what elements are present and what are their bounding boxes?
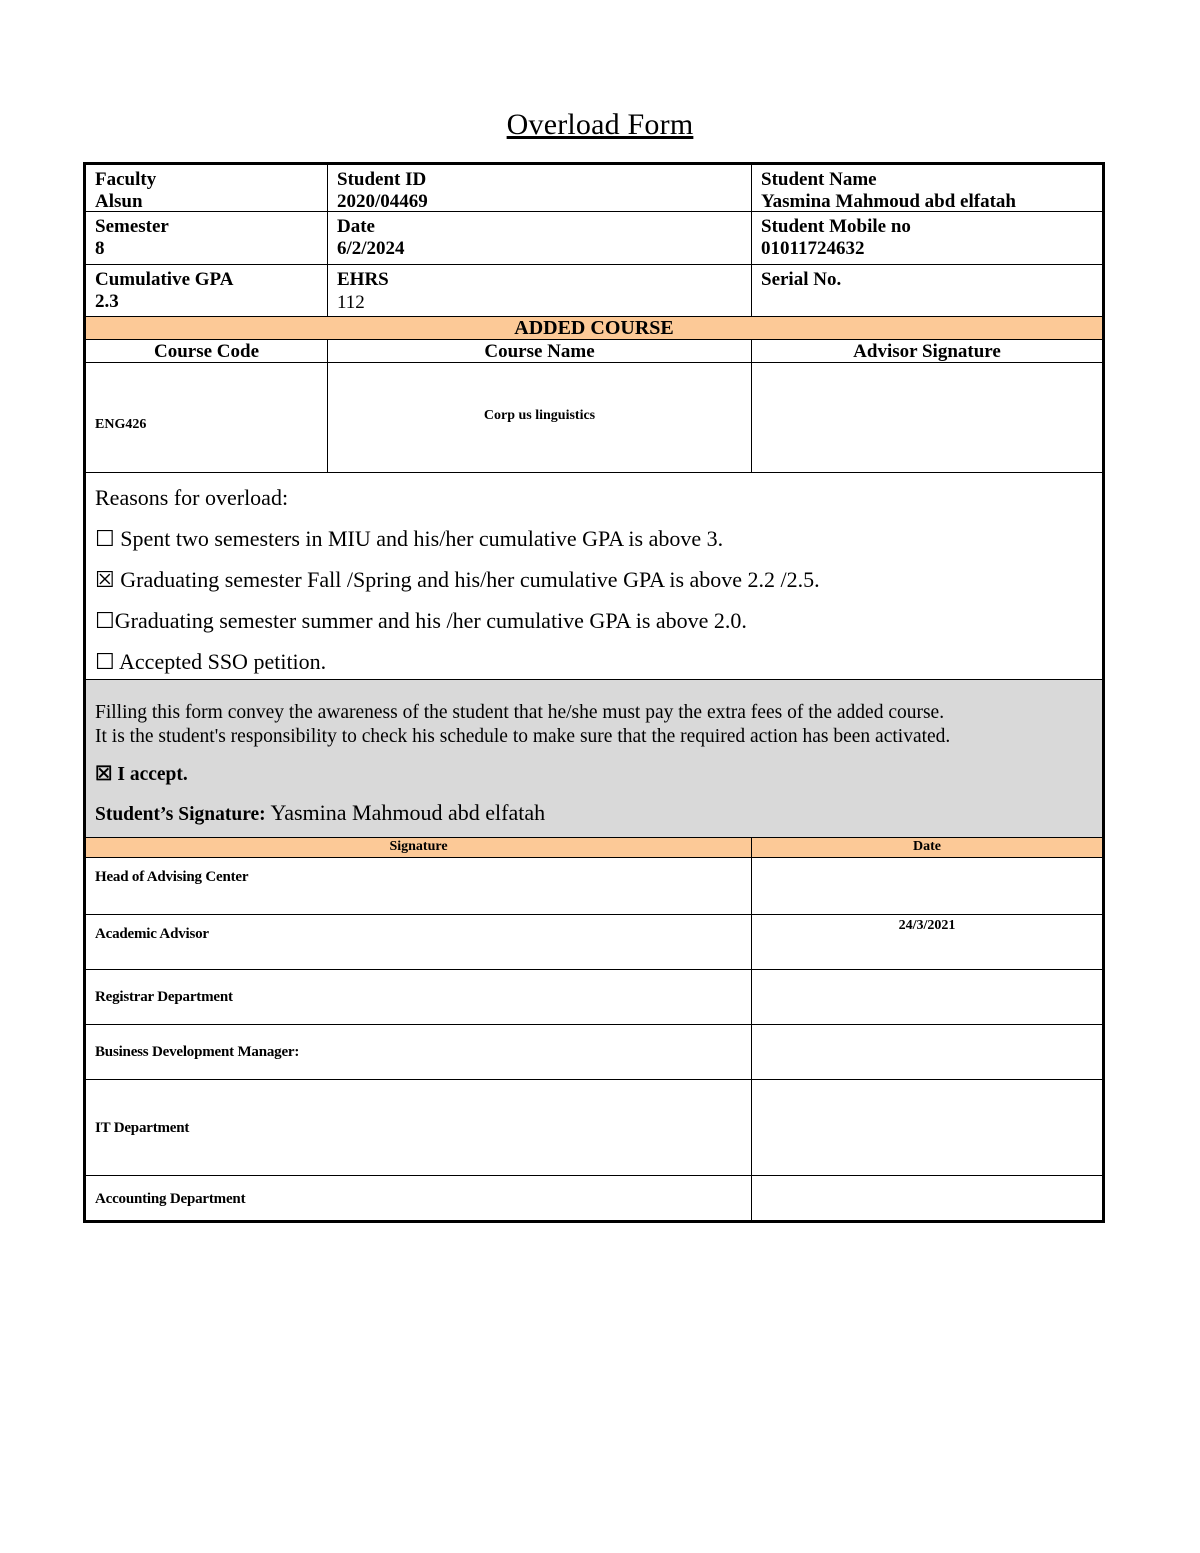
student-signature-value[interactable]: Yasmina Mahmoud abd elfatah bbox=[270, 800, 546, 825]
signature-row bbox=[86, 970, 1102, 1025]
student-name-cell bbox=[752, 165, 1102, 211]
accept-checkbox[interactable]: ☒ bbox=[95, 764, 113, 785]
faculty-value[interactable]: Alsun bbox=[95, 191, 143, 212]
reason-text: Graduating semester Fall /Spring and his/her cumulative GPA is above 2.2 /2.5. bbox=[120, 567, 820, 592]
gpa-label: Cumulative GPA bbox=[95, 269, 234, 290]
signature-row bbox=[86, 1025, 1102, 1080]
advisor-signature-header: Advisor Signature bbox=[853, 341, 1001, 362]
reason-checkbox[interactable]: ☐ bbox=[95, 526, 115, 551]
semester-value[interactable]: 8 bbox=[95, 238, 105, 259]
ehrs-label: EHRS bbox=[337, 269, 389, 290]
signature-date[interactable]: 24/3/2021 bbox=[898, 918, 956, 933]
mobile-label: Student Mobile no bbox=[761, 216, 911, 237]
reason-checkbox[interactable]: ☒ bbox=[95, 567, 115, 592]
reason-item-4[interactable] bbox=[95, 641, 1102, 682]
date-col-header: Date bbox=[913, 839, 941, 854]
signature-row bbox=[86, 1176, 1102, 1220]
mobile-cell bbox=[752, 212, 1102, 264]
signature-role: Registrar Department bbox=[86, 970, 752, 1024]
accept-text: I accept. bbox=[117, 764, 188, 785]
semester-cell bbox=[86, 212, 328, 264]
signature-date[interactable] bbox=[752, 1176, 1102, 1220]
signature-role: IT Department bbox=[86, 1080, 752, 1175]
ehrs-value[interactable]: 112 bbox=[337, 292, 365, 313]
declaration-line-1: Filling this form convey the awareness of the student that he/she must pay the extra fees of the added course. bbox=[95, 702, 945, 723]
reason-text: Accepted SSO petition. bbox=[119, 649, 327, 674]
signature-role: Business Development Manager: bbox=[86, 1025, 752, 1079]
student-id-cell bbox=[328, 165, 752, 211]
student-id-label: Student ID bbox=[337, 169, 427, 190]
course-code-header: Course Code bbox=[86, 340, 328, 362]
reasons-section bbox=[86, 473, 1102, 680]
student-name-label: Student Name bbox=[761, 169, 877, 190]
signature-role: Academic Advisor bbox=[86, 915, 752, 969]
course-code-value[interactable]: ENG426 bbox=[86, 363, 328, 472]
signature-date[interactable] bbox=[752, 1025, 1102, 1079]
reasons-heading: Reasons for overload: bbox=[95, 485, 289, 510]
gpa-value[interactable]: 2.3 bbox=[95, 291, 119, 312]
reason-item-3[interactable] bbox=[95, 600, 1102, 641]
added-course-header bbox=[86, 317, 1102, 340]
added-course-heading: ADDED COURSE bbox=[514, 317, 674, 339]
signature-row bbox=[86, 1080, 1102, 1176]
signature-role: Head of Advising Center bbox=[86, 858, 752, 914]
signature-role: Accounting Department bbox=[86, 1176, 752, 1220]
signature-date[interactable] bbox=[752, 858, 1102, 914]
student-name-value[interactable]: Yasmina Mahmoud abd elfatah bbox=[761, 191, 1016, 212]
signature-date[interactable] bbox=[752, 970, 1102, 1024]
signature-date[interactable] bbox=[752, 1080, 1102, 1175]
ehrs-cell bbox=[328, 265, 752, 316]
course-name-value[interactable]: Corp us linguistics bbox=[328, 363, 752, 472]
info-row-2 bbox=[86, 212, 1102, 265]
advisor-signature-field[interactable] bbox=[752, 363, 1102, 472]
signature-row bbox=[86, 915, 1102, 970]
overload-form bbox=[83, 162, 1105, 1223]
course-name-header: Course Name bbox=[328, 340, 752, 362]
course-header-row bbox=[86, 340, 1102, 363]
signature-header-row bbox=[86, 838, 1102, 858]
date-cell bbox=[328, 212, 752, 264]
declaration-section bbox=[86, 680, 1102, 838]
student-signature-label: Student’s Signature: bbox=[95, 804, 266, 825]
semester-label: Semester bbox=[95, 216, 169, 237]
info-row-1 bbox=[86, 165, 1102, 212]
date-value[interactable]: 6/2/2024 bbox=[337, 238, 405, 259]
date-label: Date bbox=[337, 216, 375, 237]
course-row bbox=[86, 363, 1102, 473]
reason-checkbox[interactable]: ☐ bbox=[95, 649, 115, 674]
reason-text: Spent two semesters in MIU and his/her cumulative GPA is above 3. bbox=[120, 526, 724, 551]
signature-col-header: Signature bbox=[86, 838, 752, 857]
declaration-line-2: It is the student's responsibility to check his schedule to make sure that the required action has been activated. bbox=[95, 726, 951, 747]
serial-cell bbox=[752, 265, 1102, 316]
student-id-value[interactable]: 2020/04469 bbox=[337, 191, 428, 212]
reason-text: Graduating semester summer and his /her cumulative GPA is above 2.0. bbox=[114, 608, 747, 633]
reason-item-2[interactable] bbox=[95, 559, 1102, 600]
serial-label: Serial No. bbox=[761, 269, 842, 290]
faculty-label: Faculty bbox=[95, 169, 157, 190]
student-signature-line bbox=[95, 801, 1102, 827]
reason-checkbox[interactable]: ☐ bbox=[95, 608, 115, 633]
form-title: Overload Form bbox=[506, 108, 694, 141]
signature-row bbox=[86, 858, 1102, 915]
mobile-value[interactable]: 01011724632 bbox=[761, 238, 865, 259]
faculty-cell bbox=[86, 165, 328, 211]
accept-item[interactable] bbox=[95, 763, 1102, 787]
info-row-3 bbox=[86, 265, 1102, 317]
reason-item-1[interactable] bbox=[95, 518, 1102, 559]
gpa-cell bbox=[86, 265, 328, 316]
